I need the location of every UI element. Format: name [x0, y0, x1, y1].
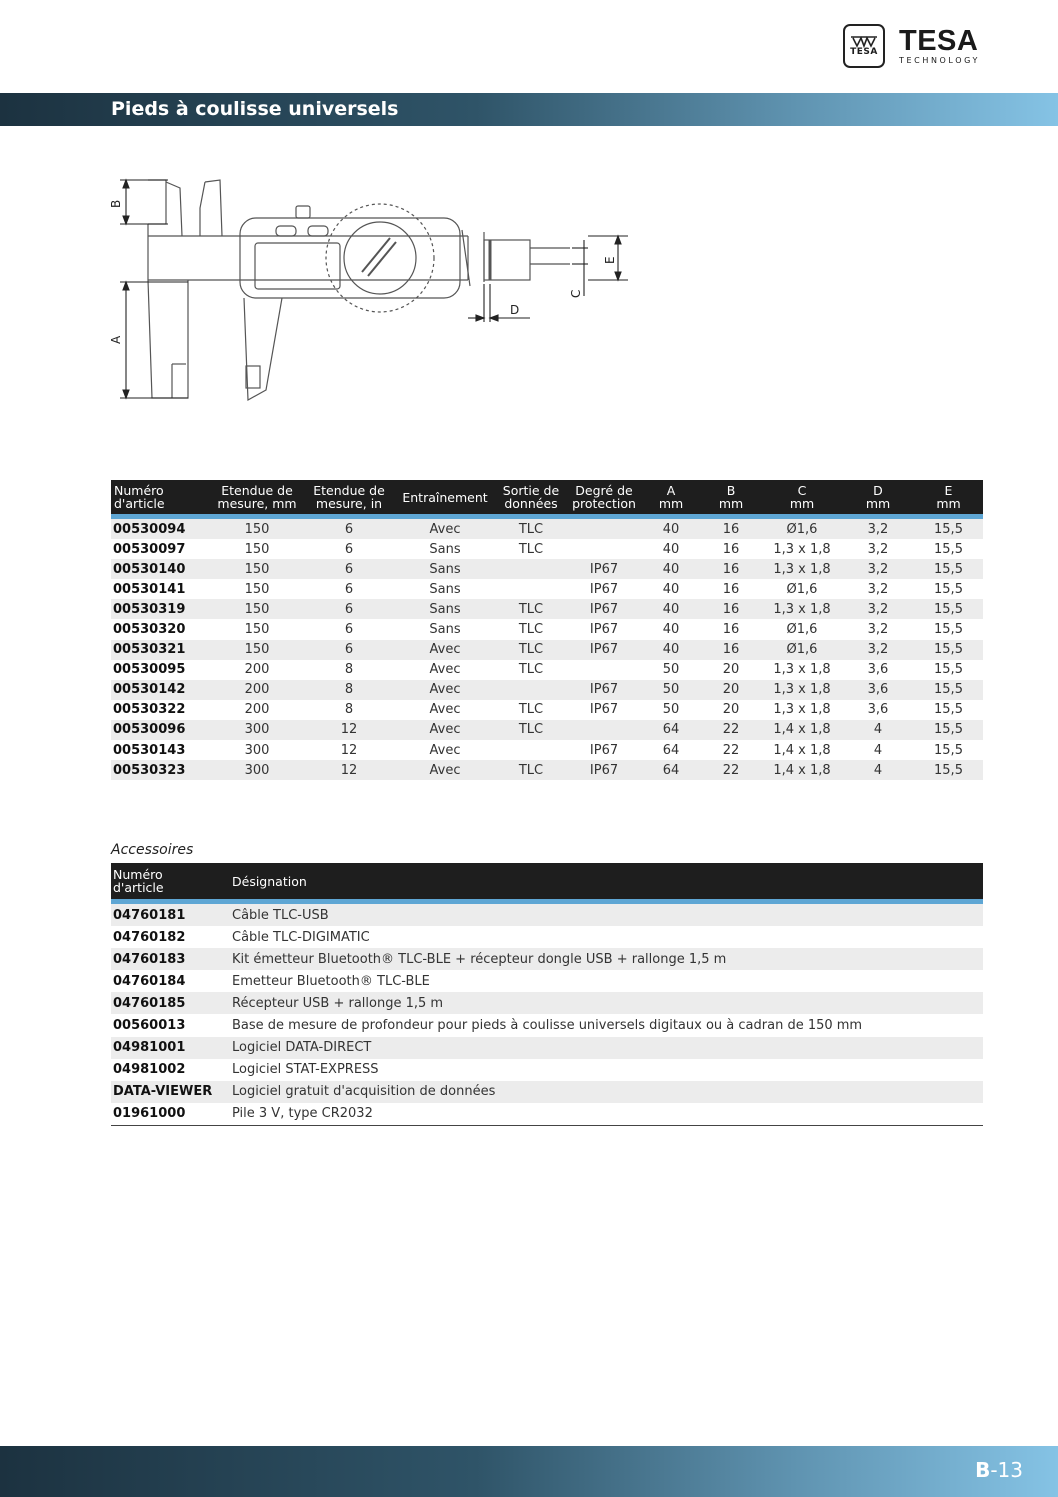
table-row — [111, 1059, 983, 1081]
table-cell: 3,2 — [867, 541, 889, 557]
table-cell: Avec — [394, 680, 496, 700]
table-cell: 15,5 — [914, 680, 983, 700]
table-cell: 16 — [722, 581, 740, 597]
designation: Emetteur Bluetooth® TLC-BLE — [232, 973, 430, 989]
article-number: 00530096 — [111, 720, 210, 740]
column-header-line: mm — [789, 496, 815, 511]
brand-tagline: TECHNOLOGY — [899, 55, 980, 65]
table-row — [111, 619, 983, 639]
table-row — [111, 760, 983, 780]
table-cell: 16 — [700, 559, 762, 579]
column-header — [642, 480, 700, 517]
table-cell: TLC — [496, 599, 566, 619]
column-header-line: d'article — [114, 496, 165, 511]
table-cell: 150 — [244, 581, 270, 597]
table-cell: 3,2 — [842, 559, 914, 579]
table-cell — [496, 579, 566, 599]
table-cell: 1,4 x 1,8 — [773, 742, 831, 758]
article-number: 01961000 — [113, 1106, 186, 1122]
table-row — [111, 992, 983, 1014]
table-cell: IP67 — [566, 680, 642, 700]
table-cell: 20 — [722, 662, 740, 678]
table-cell: IP67 — [566, 559, 642, 579]
table-cell: 1,3 x 1,8 — [762, 680, 842, 700]
table-cell: 6 — [344, 541, 354, 557]
article-number: 00530140 — [111, 559, 210, 579]
table-cell: 200 — [244, 662, 270, 678]
table-cell: Avec — [429, 662, 461, 678]
designation: Câble TLC-USB — [230, 902, 983, 927]
column-header-line: Entraînement — [402, 489, 488, 505]
table-cell: 40 — [642, 599, 700, 619]
designation: Câble TLC-DIGIMATIC — [232, 929, 370, 945]
table-cell: 15,5 — [914, 599, 983, 619]
table-cell: 50 — [662, 702, 680, 718]
table-cell: 3,6 — [867, 702, 889, 718]
article-number: 04760181 — [111, 902, 230, 927]
table-cell: Ø1,6 — [786, 581, 818, 597]
column-header-line: Degré de — [575, 483, 633, 498]
table-cell: 3,2 — [842, 640, 914, 660]
table-cell: TLC — [496, 517, 566, 540]
table-cell: 150 — [210, 559, 304, 579]
table-cell: 64 — [642, 760, 700, 780]
table-cell: TLC — [496, 640, 566, 660]
article-number: 04760183 — [111, 948, 230, 970]
table-row — [111, 948, 983, 970]
table-cell: Avec — [429, 742, 461, 758]
table-cell: 15,5 — [934, 622, 963, 638]
column-header-line: Numéro — [114, 483, 164, 498]
table-cell: 3,2 — [842, 517, 914, 540]
table-cell: 150 — [244, 622, 270, 638]
table-cell: 40 — [642, 640, 700, 660]
designation: Kit émetteur Bluetooth® TLC-BLE + récepteur dongle USB + rallonge 1,5 m — [230, 948, 983, 970]
table-cell: 16 — [722, 622, 740, 638]
designation: Logiciel gratuit d'acquisition de données — [230, 1081, 983, 1103]
column-header-line: mm — [718, 496, 744, 511]
column-header-line: D — [873, 483, 883, 498]
table-row — [111, 599, 983, 619]
table-cell: 15,5 — [914, 517, 983, 540]
article-number: 00530142 — [111, 680, 210, 700]
article-number: 00530094 — [111, 517, 210, 540]
table-cell: 1,3 x 1,8 — [762, 559, 842, 579]
dim-label-d: D — [510, 303, 520, 317]
column-header-line: Sortie de — [502, 483, 560, 498]
table-cell: 6 — [304, 640, 394, 660]
table-cell: Sans — [394, 559, 496, 579]
table-cell: 150 — [210, 640, 304, 660]
table-cell: TLC — [518, 662, 544, 678]
table-cell: 4 — [842, 720, 914, 740]
table-cell: Sans — [429, 581, 461, 597]
article-number: 04760182 — [113, 929, 186, 945]
table-cell: Avec — [394, 760, 496, 780]
table-cell: IP67 — [566, 640, 642, 660]
column-header-line: B — [726, 483, 736, 498]
column-header-line: données — [504, 496, 558, 511]
brand-name: TESA — [899, 24, 979, 57]
article-number: 00560013 — [113, 1018, 186, 1034]
table-cell: 16 — [700, 517, 762, 540]
table-cell: Ø1,6 — [762, 517, 842, 540]
table-cell: 1,3 x 1,8 — [773, 662, 831, 678]
table-cell — [496, 740, 566, 760]
table-cell: TLC — [496, 760, 566, 780]
crown-icon — [850, 36, 878, 48]
article-number: 00530141 — [113, 581, 186, 597]
article-number: 00530095 — [113, 662, 186, 678]
article-number: DATA-VIEWER — [111, 1081, 230, 1103]
table-cell: 15,5 — [914, 559, 983, 579]
table-cell: 3,6 — [867, 662, 889, 678]
table-cell: IP67 — [566, 599, 642, 619]
table-cell: 64 — [642, 720, 700, 740]
table-cell: 50 — [662, 662, 680, 678]
table-row — [111, 660, 983, 680]
footer-bar — [0, 1446, 1058, 1497]
table-row — [111, 1014, 983, 1036]
designation: Base de mesure de profondeur pour pieds à coulisse universels digitaux ou à cadran de 150 mm — [232, 1018, 863, 1034]
column-header — [566, 480, 642, 517]
column-header-line: Etendue de — [221, 483, 293, 498]
table-cell: 15,5 — [934, 541, 963, 557]
table-cell: 15,5 — [914, 720, 983, 740]
column-header — [762, 480, 842, 517]
table-cell: 1,4 x 1,8 — [762, 720, 842, 740]
table-cell: 20 — [700, 680, 762, 700]
column-header-line: mesure, mm — [217, 496, 297, 511]
table-cell: 20 — [722, 702, 740, 718]
table-cell: Sans — [429, 622, 461, 638]
table-cell: 300 — [244, 742, 270, 758]
article-number: 00530319 — [111, 599, 210, 619]
column-header-line: Numéro — [113, 867, 163, 882]
table-row — [111, 517, 983, 540]
column-header — [230, 863, 983, 902]
table-row — [111, 1103, 983, 1126]
table-cell: 150 — [244, 541, 270, 557]
product-table-body — [111, 517, 983, 781]
table-row — [111, 1037, 983, 1059]
column-header — [842, 480, 914, 517]
table-cell: 64 — [662, 742, 680, 758]
table-cell: 15,5 — [914, 760, 983, 780]
table-cell: 200 — [244, 702, 270, 718]
table-cell: 15,5 — [934, 662, 963, 678]
column-header-line: C — [797, 483, 807, 498]
table-cell: Ø1,6 — [762, 640, 842, 660]
table-cell: Avec — [394, 640, 496, 660]
article-number: 04981001 — [111, 1037, 230, 1059]
column-header — [394, 480, 496, 517]
accessories-table — [111, 863, 983, 1126]
table-row — [111, 559, 983, 579]
table-cell: 12 — [304, 760, 394, 780]
article-number: 04981002 — [113, 1062, 186, 1078]
table-cell: 40 — [662, 581, 680, 597]
table-cell: 300 — [210, 760, 304, 780]
column-header — [111, 480, 210, 517]
table-cell: Ø1,6 — [786, 622, 818, 638]
table-cell: TLC — [518, 622, 544, 638]
tesa-logo — [843, 24, 980, 68]
column-header-line: mesure, in — [315, 496, 383, 511]
table-cell — [566, 720, 642, 740]
table-cell: 6 — [304, 559, 394, 579]
table-cell — [566, 517, 642, 540]
table-cell: 8 — [344, 662, 354, 678]
table-cell: 6 — [304, 599, 394, 619]
table-cell: 3,6 — [842, 680, 914, 700]
table-cell: 4 — [873, 742, 883, 758]
column-header — [700, 480, 762, 517]
column-header-line: protection — [572, 496, 636, 511]
table-cell — [566, 539, 642, 559]
column-header — [210, 480, 304, 517]
table-cell: 3,2 — [867, 581, 889, 597]
table-cell: 6 — [344, 622, 354, 638]
table-cell: 40 — [642, 559, 700, 579]
accessories-table-body — [111, 902, 983, 1126]
accessories-table-header — [111, 863, 983, 902]
table-cell: 15,5 — [934, 581, 963, 597]
dim-label-e: E — [603, 256, 617, 264]
page-index: -13 — [990, 1458, 1023, 1482]
article-number: 00530323 — [111, 760, 210, 780]
table-cell: 22 — [722, 742, 740, 758]
column-header-line: Désignation — [232, 873, 307, 889]
table-cell: 12 — [304, 720, 394, 740]
column-header-line: mm — [865, 496, 891, 511]
accessories-title: Accessoires — [111, 842, 194, 858]
column-header-line: Etendue de — [313, 483, 385, 498]
table-cell: 4 — [842, 760, 914, 780]
table-cell: Sans — [394, 599, 496, 619]
product-table-header — [111, 480, 983, 517]
table-row — [111, 720, 983, 740]
article-number: 00530321 — [111, 640, 210, 660]
caliper-drawing — [100, 168, 640, 408]
table-cell: TLC — [518, 702, 544, 718]
designation: Récepteur USB + rallonge 1,5 m — [230, 992, 983, 1014]
table-cell: TLC — [496, 720, 566, 740]
table-cell: IP67 — [589, 702, 619, 718]
title-bar — [0, 93, 1058, 126]
table-cell: 15,5 — [934, 742, 963, 758]
table-cell: 12 — [340, 742, 358, 758]
table-cell: 8 — [344, 702, 354, 718]
table-cell: IP67 — [589, 581, 619, 597]
article-number: 04760185 — [111, 992, 230, 1014]
column-header — [496, 480, 566, 517]
table-row — [111, 700, 983, 720]
table-cell: 22 — [700, 720, 762, 740]
table-cell — [566, 660, 642, 680]
table-row — [111, 970, 983, 992]
column-header-line: A — [666, 483, 676, 498]
table-cell: 6 — [304, 517, 394, 540]
article-number: 00530143 — [113, 742, 186, 758]
table-cell: IP67 — [589, 742, 619, 758]
designation: Pile 3 V, type CR2032 — [232, 1106, 373, 1122]
table-cell: 16 — [722, 541, 740, 557]
table-cell: 1,3 x 1,8 — [762, 599, 842, 619]
table-cell: IP67 — [566, 760, 642, 780]
table-cell: 300 — [210, 720, 304, 740]
table-cell: 16 — [700, 640, 762, 660]
column-header — [914, 480, 983, 517]
table-cell: 15,5 — [914, 640, 983, 660]
product-table — [111, 480, 983, 780]
table-row — [111, 926, 983, 948]
dim-label-c: C — [569, 289, 583, 298]
table-row — [111, 902, 983, 927]
tesa-emblem — [843, 24, 885, 68]
table-cell: 3,2 — [842, 599, 914, 619]
table-cell: 40 — [662, 622, 680, 638]
table-cell: 16 — [700, 599, 762, 619]
dim-label-b: B — [109, 199, 123, 208]
table-cell: 40 — [662, 541, 680, 557]
table-cell: TLC — [518, 541, 544, 557]
table-cell: 200 — [210, 680, 304, 700]
article-number: 00530322 — [113, 702, 186, 718]
table-row — [111, 1081, 983, 1103]
table-cell: 150 — [210, 599, 304, 619]
table-row — [111, 579, 983, 599]
dim-label-a: A — [109, 335, 123, 344]
table-cell: 1,3 x 1,8 — [773, 541, 831, 557]
table-cell: 1,3 x 1,8 — [773, 702, 831, 718]
designation: Logiciel DATA-DIRECT — [230, 1037, 983, 1059]
table-row — [111, 539, 983, 559]
column-header — [304, 480, 394, 517]
table-cell: 15,5 — [934, 702, 963, 718]
table-cell: Avec — [394, 720, 496, 740]
table-cell: 22 — [700, 760, 762, 780]
table-cell: 1,4 x 1,8 — [762, 760, 842, 780]
emblem-text: TESA — [850, 46, 878, 57]
table-cell: 3,2 — [867, 622, 889, 638]
designation: Logiciel STAT-EXPRESS — [232, 1062, 379, 1078]
table-cell: 6 — [344, 581, 354, 597]
column-header-line: d'article — [113, 880, 164, 895]
table-cell: Avec — [429, 702, 461, 718]
page-number — [975, 1458, 1023, 1482]
article-number: 04760184 — [113, 973, 186, 989]
table-cell: 150 — [210, 517, 304, 540]
column-header — [111, 863, 230, 902]
table-row — [111, 740, 983, 760]
table-cell: 8 — [304, 680, 394, 700]
table-cell: IP67 — [589, 622, 619, 638]
table-cell — [496, 559, 566, 579]
table-row — [111, 680, 983, 700]
table-row — [111, 640, 983, 660]
column-header-line: mm — [658, 496, 684, 511]
table-cell — [496, 680, 566, 700]
table-cell: 50 — [642, 680, 700, 700]
table-cell: Sans — [429, 541, 461, 557]
page-title: Pieds à coulisse universels — [111, 98, 399, 120]
article-number: 00530097 — [113, 541, 186, 557]
article-number: 00530320 — [113, 622, 186, 638]
column-header-line: mm — [936, 496, 961, 511]
table-cell: 40 — [642, 517, 700, 540]
column-header-line: E — [944, 483, 953, 498]
table-cell: Avec — [394, 517, 496, 540]
page-section: B — [975, 1458, 991, 1482]
